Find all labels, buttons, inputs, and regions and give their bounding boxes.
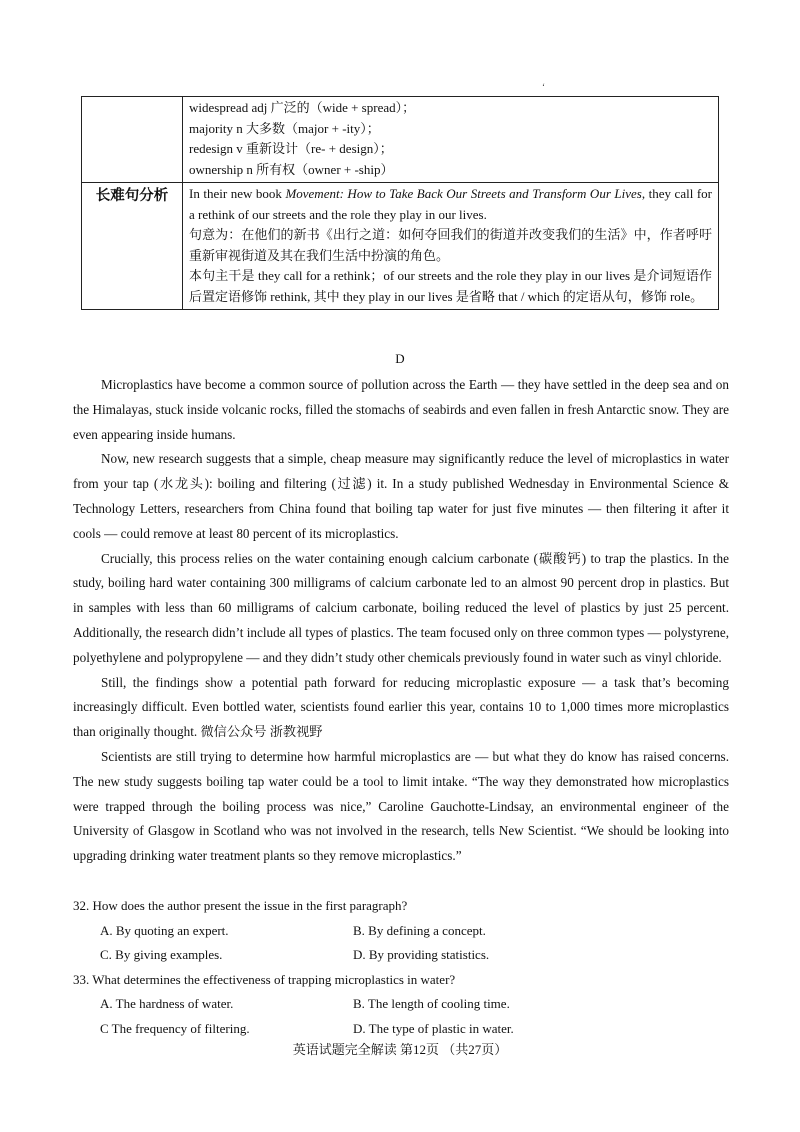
reading-passage (73, 373, 729, 869)
option-row (73, 992, 729, 1017)
option-b[interactable]: B. By defining a concept. (353, 922, 486, 938)
option-a[interactable]: A. By quoting an expert. (100, 922, 229, 938)
passage-paragraph: Scientists are still trying to determine how harmful microplastics are — but what they do know has raised concerns. The new study suggests boiling tap water could be a tool to limit intake. “The way they demonstrated how microplastics were trapped through the boiling process was nice,” Caroline Gauchotte-Lindsay, an environmental engineer of the University of Glasgow in Scotland who was not involved in the research, tells New Scientist. “We should be looking into upgrading drinking water treatment plants so they remove microplastics.” (73, 748, 729, 864)
option-row (73, 1017, 729, 1042)
vocab-line: redesign v 重新设计（re- + design）； (189, 141, 393, 156)
passage-title: D (395, 351, 405, 366)
empty-label-cell (82, 97, 183, 183)
passage-paragraph: Microplastics have become a common source of pollution across the Earth — they have settled in the deep sea and on the Himalayas, stuck inside volcanic rocks, filled the stomachs of seabirds and even fallen in fresh Antarctic snow. They are even appearing inside humans. (73, 377, 729, 442)
page-mark: ʻ (542, 82, 545, 92)
option-row (73, 943, 729, 968)
option-d[interactable]: D. The type of plastic in water. (353, 1020, 514, 1036)
vocabulary-analysis-table (81, 96, 719, 310)
sentence-suffix: , they call for a rethink of our streets and the role they play in our lives. (189, 186, 713, 222)
vocab-line: majority n 大多数（major + -ity）； (189, 120, 380, 136)
example-sentence (189, 184, 712, 225)
option-row (73, 919, 729, 944)
sentence-translation: 句意为：在他们的新书《出行之道：如何夺回我们的街道并改变我们的生活》中，作者呼吁重新审视街道及其在我们生活中扮演的角色。 (189, 227, 712, 263)
option-c[interactable]: C The frequency of filtering. (100, 1020, 250, 1036)
sentence-prefix: In their new book (189, 186, 286, 201)
option-c[interactable]: C. By giving examples. (100, 947, 223, 962)
question-stem: 32. How does the author present the issue in the first paragraph? (73, 898, 408, 913)
passage-paragraph: Still, the findings show a potential path forward for reducing microplastic exposure — a task that’s becoming increasingly difficult. Even bottled water, scientists found earlier this year, contains 10 to 1,000 times more microplastics than originally thought. 微信公众号 浙教视野 (73, 674, 729, 740)
question-stem: 33. What determines the effectiveness of trapping microplastics in water? (73, 971, 456, 987)
question-block (73, 894, 729, 1041)
table-row (82, 183, 719, 310)
passage-paragraph: Now, new research suggests that a simple, cheap measure may significantly reduce the level of microplastics in water from your tap (水龙头): boiling and filtering (过滤) it. In a study published Wednesday in Environmental Science & Technology Letters, researchers from China found that boiling tap water for just five minutes — then filtering it after it cools — could remove at least 80 percent of its microplastics. (73, 451, 729, 541)
option-a[interactable]: A. The hardness of water. (100, 996, 234, 1011)
vocab-line: ownership n 所有权（owner + -ship） (189, 161, 394, 177)
passage-paragraph: Crucially, this process relies on the water containing enough calcium carbonate (碳酸钙) to trap the plastics. In the study, boiling hard water containing 300 milligrams of calcium carbonate led to an almost 90 percent drop in plastics. But in samples with less than 60 milligrams of calcium carbonate, boiling reduced the level of plastics by just 25 percent. Additionally, the research didn’t include all types of plastics. The team focused only on three common types — polystyrene, polyethylene and polypropylene — and they didn’t study other chemicals previously found in water such as vinyl chloride. (73, 550, 729, 665)
sentence-structure-analysis: 本句主干是 they call for a rethink；of our streets and the role they play in our lives 是介词短语作后置定语修饰 rethink, 其中 they play in our lives 是省略 that / which 的定语从句，修饰 role。 (189, 268, 712, 304)
option-b[interactable]: B. The length of cooling time. (353, 996, 510, 1011)
long-sentence-label: 长难句分析 (82, 183, 183, 310)
page-footer: 英语试题完全解读 第12页 （共27页） (292, 1042, 508, 1057)
vocabulary-cell (183, 97, 719, 183)
table-row (82, 97, 719, 183)
option-d[interactable]: D. By providing statistics. (353, 947, 490, 962)
vocab-line: widespread adj 广泛的（wide + spread）； (189, 100, 416, 115)
book-title: Movement: How to Take Back Our Streets and Transform Our Lives (285, 186, 642, 201)
sentence-analysis-cell (183, 183, 719, 310)
